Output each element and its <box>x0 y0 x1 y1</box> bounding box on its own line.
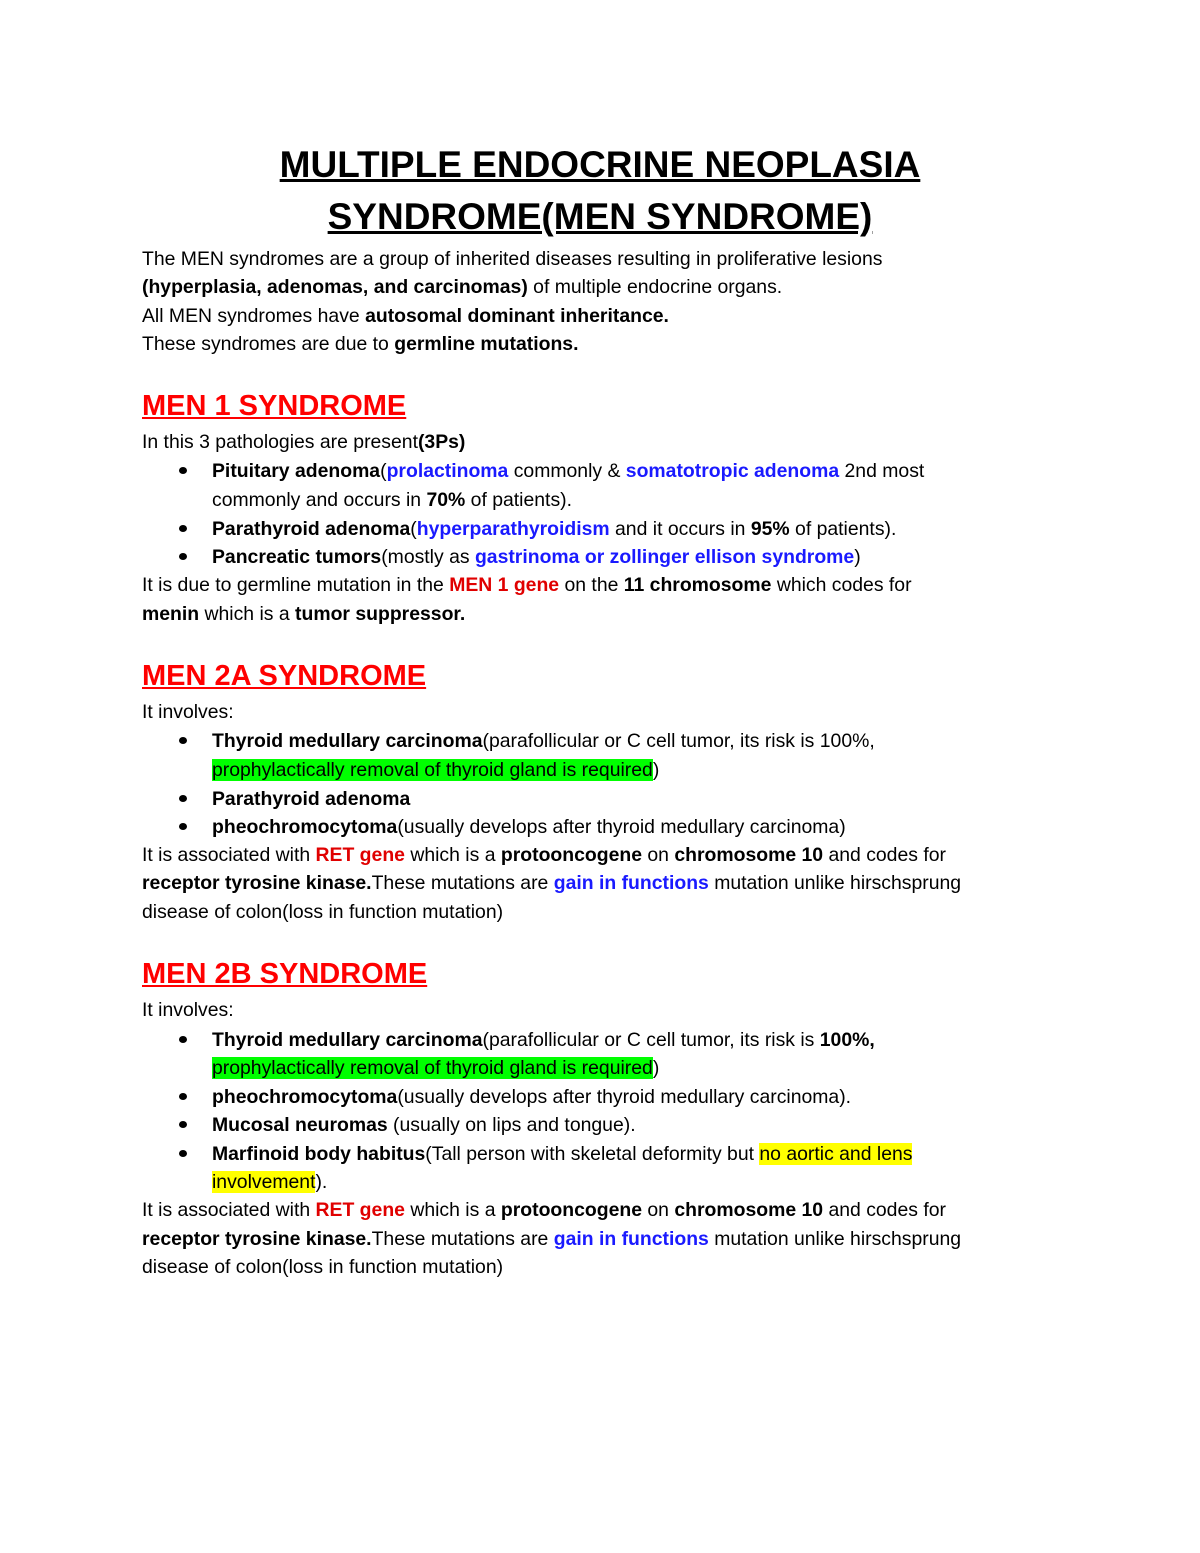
men2b-bullet-marfinoid: Marfinoid body habitus(Tall person with skeletal deformity but no aortic and lens <box>212 1143 913 1165</box>
bullet-icon <box>179 1036 187 1043</box>
men1-heading: MEN 1 SYNDROME <box>142 390 407 422</box>
men2a-bullet-thyroid-cont: prophylactically removal of thyroid gland is required) <box>212 759 660 781</box>
men2b-bullet-thyroid: Thyroid medullary carcinoma(parafollicular or C cell tumor, its risk is 100%, <box>212 1029 875 1051</box>
men1-bullet-pancreatic: Pancreatic tumors(mostly as gastrinoma or zollinger ellison syndrome) <box>212 546 861 568</box>
men2b-assoc-line-1: It is associated with RET gene which is a protooncogene on chromosome 10 and codes for <box>142 1199 946 1221</box>
bullet-icon <box>179 1093 187 1100</box>
intro-line-1: The MEN syndromes are a group of inherited diseases resulting in proliferative lesions <box>142 248 883 270</box>
intro-line-4: These syndromes are due to germline mutations. <box>142 333 579 355</box>
page-title-line-1: MULTIPLE ENDOCRINE NEOPLASIA <box>279 144 921 185</box>
men2b-assoc-line-2: receptor tyrosine kinase.These mutations are gain in functions mutation unlike hirschsprung <box>142 1228 962 1250</box>
men2b-bullet-thyroid-cont: prophylactically removal of thyroid gland is required) <box>212 1057 660 1079</box>
bullet-icon <box>179 737 187 744</box>
men2a-bullet-pheo: pheochromocytoma(usually develops after thyroid medullary carcinoma) <box>212 816 846 838</box>
bullet-icon <box>179 795 187 802</box>
men2b-bullet-marfinoid-cont: involvement). <box>212 1171 328 1193</box>
men2a-assoc-line-3: disease of colon(loss in function mutation) <box>142 901 504 923</box>
men1-intro: In this 3 pathologies are present(3Ps) <box>142 431 466 453</box>
bullet-icon <box>179 467 187 474</box>
men2a-bullet-thyroid: Thyroid medullary carcinoma(parafollicular or C cell tumor, its risk is 100%, <box>212 730 875 752</box>
men2b-heading: MEN 2B SYNDROME <box>142 958 428 990</box>
intro-line-3: All MEN syndromes have autosomal dominant inheritance. <box>142 305 669 327</box>
bullet-icon <box>179 525 187 532</box>
intro-line-2: (hyperplasia, adenomas, and carcinomas) of multiple endocrine organs. <box>142 276 783 298</box>
men1-bullet-pituitary: Pituitary adenoma(prolactinoma commonly & somatotropic adenoma 2nd most <box>212 460 925 482</box>
men1-bullet-parathyroid: Parathyroid adenoma(hyperparathyroidism and it occurs in 95% of patients). <box>212 518 897 540</box>
bullet-icon <box>179 1150 187 1157</box>
men2a-bullet-parathyroid: Parathyroid adenoma <box>212 788 411 810</box>
men1-bullet-pituitary-cont: commonly and occurs in 70% of patients). <box>212 489 572 511</box>
bullet-icon <box>179 553 187 560</box>
men1-gene-line-1: It is due to germline mutation in the MEN 1 gene on the 11 chromosome which codes for <box>142 574 912 596</box>
page-title-line-2: SYNDROME(MEN SYNDROME) <box>327 196 873 237</box>
men2b-bullet-pheo: pheochromocytoma(usually develops after thyroid medullary carcinoma). <box>212 1086 852 1108</box>
men2a-involves: It involves: <box>142 701 234 723</box>
men1-gene-line-2: menin which is a tumor suppressor. <box>142 603 466 625</box>
men2a-heading: MEN 2A SYNDROME <box>142 660 427 692</box>
men2b-involves: It involves: <box>142 999 234 1021</box>
men2a-assoc-line-2: receptor tyrosine kinase.These mutations are gain in functions mutation unlike hirschsprung <box>142 872 962 894</box>
men2a-assoc-line-1: It is associated with RET gene which is a protooncogene on chromosome 10 and codes for <box>142 844 946 866</box>
bullet-icon <box>179 1121 187 1128</box>
men2b-bullet-mucosal: Mucosal neuromas (usually on lips and tongue). <box>212 1114 636 1136</box>
men2b-assoc-line-3: disease of colon(loss in function mutation) <box>142 1256 504 1278</box>
bullet-icon <box>179 823 187 830</box>
